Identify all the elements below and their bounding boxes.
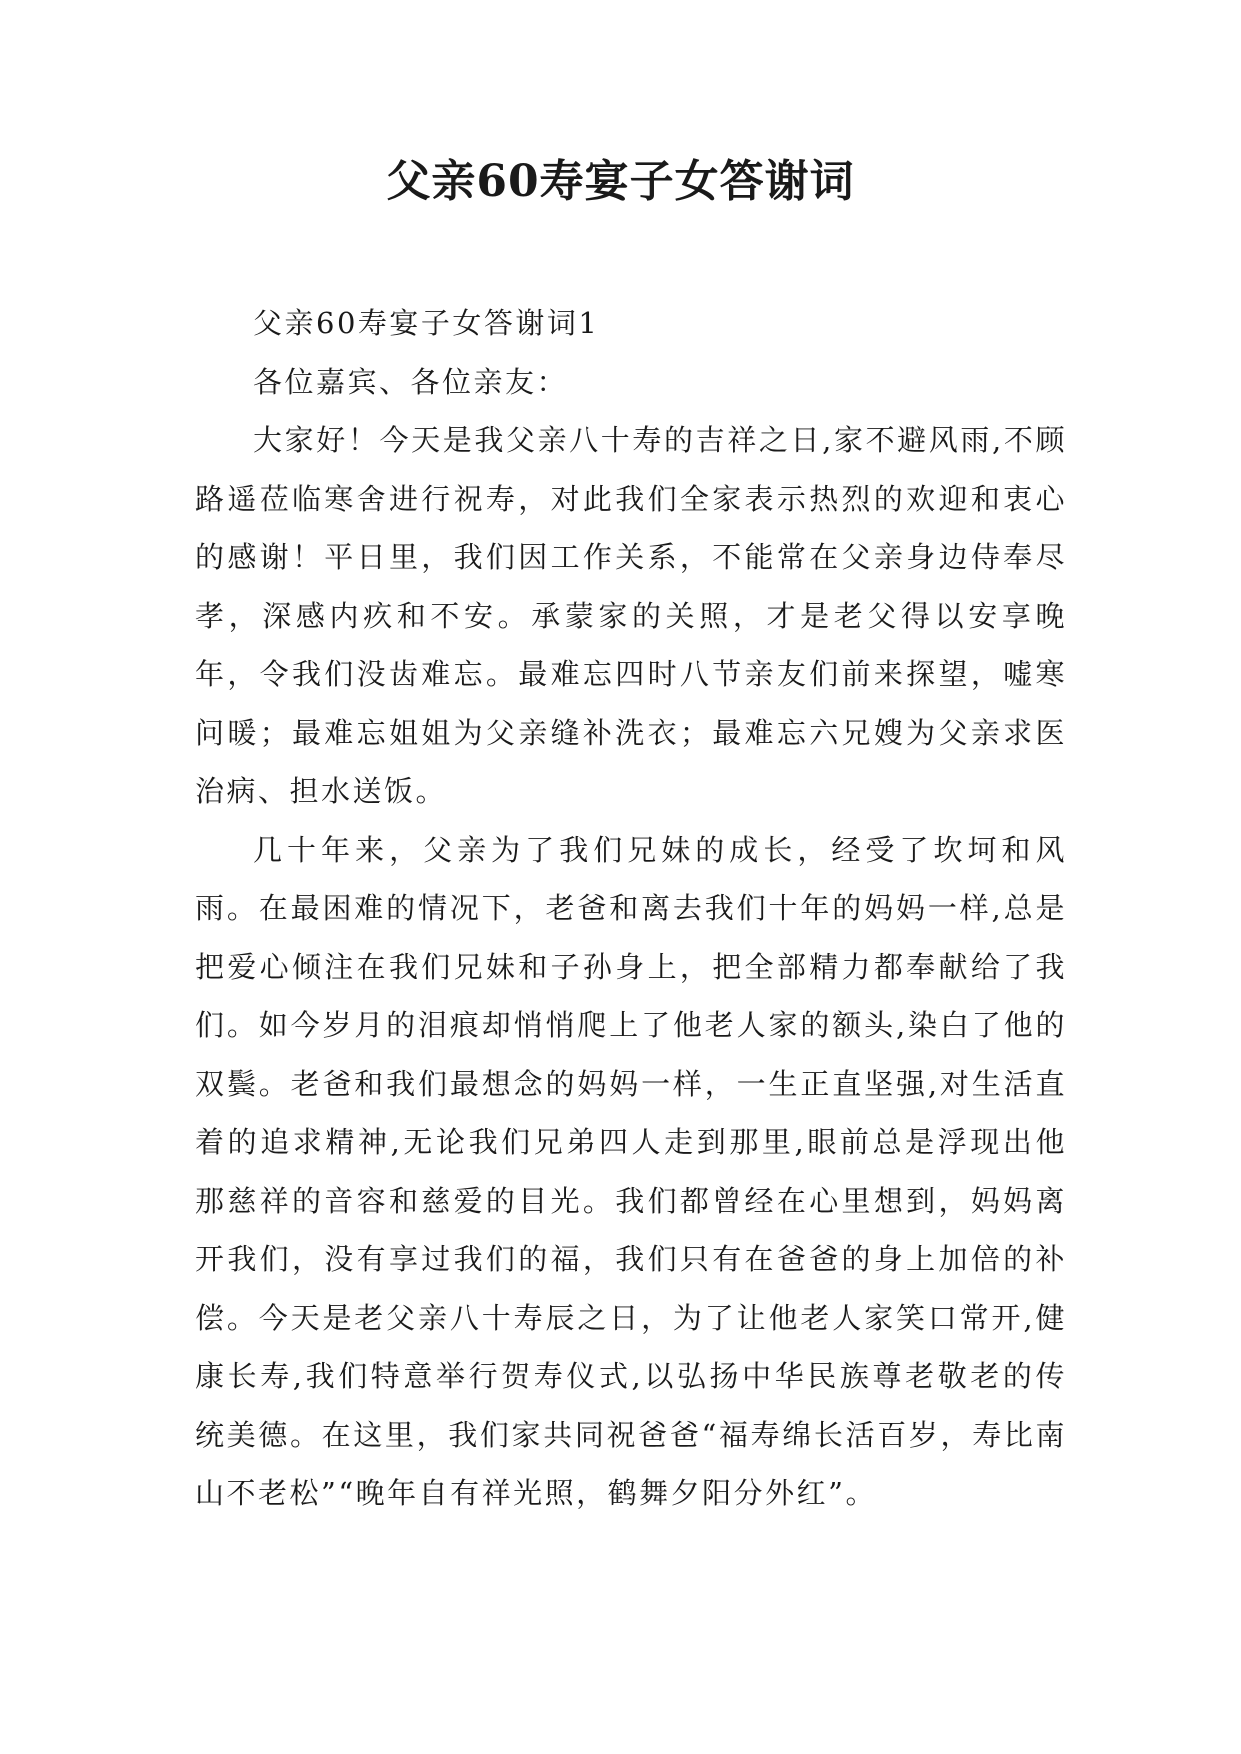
salutation: 各位嘉宾、各位亲友： [253,364,569,399]
document-title: 父亲60寿宴子女答谢词 [386,156,855,207]
document-body [195,294,1067,1523]
paragraph-2: 几十年来，父亲为了我们兄妹的成长，经受了坎坷和风雨。在最困难的情况下，老爸和离去我们十年的妈妈一样,总是把爱心倾注在我们兄妹和子孙身上，把全部精力都奉献给了我们。如今岁月的泪痕却悄悄爬上了他老人家的额头,染白了他的双鬓。老爸和我们最想念的妈妈一样，一生正直坚强,对生活直着的追求精神,无论我们兄弟四人走到那里,眼前总是浮现出他那慈祥的音容和慈爱的目光。我们都曾经在心里想到，妈妈离开我们，没有享过我们的福，我们只有在爸爸的身上加倍的补偿。今天是老父亲八十寿辰之日，为了让他老人家笑口常开,健康长寿,我们特意举行贺寿仪式,以弘扬中华民族尊老敬老的传统美德。在这里，我们家共同祝爸爸“福寿绵长活百岁，寿比南山不老松”“晚年自有祥光照，鹤舞夕阳分外红”。 [195,832,1067,1510]
section-heading: 父亲60寿宴子女答谢词1 [253,306,600,340]
paragraph-1: 大家好！今天是我父亲八十寿的吉祥之日,家不避风雨,不顾路遥莅临寒舍进行祝寿，对此我们全家表示热烈的欢迎和衷心的感谢！平日里，我们因工作关系，不能常在父亲身边侍奉尽孝，深感内疚和不安。承蒙家的关照，才是老父得以安享晚年，令我们没齿难忘。最难忘四时八节亲友们前来探望，嘘寒问暖；最难忘姐姐为父亲缝补洗衣；最难忘六兄嫂为父亲求医治病、担水送饭。 [195,423,1067,808]
